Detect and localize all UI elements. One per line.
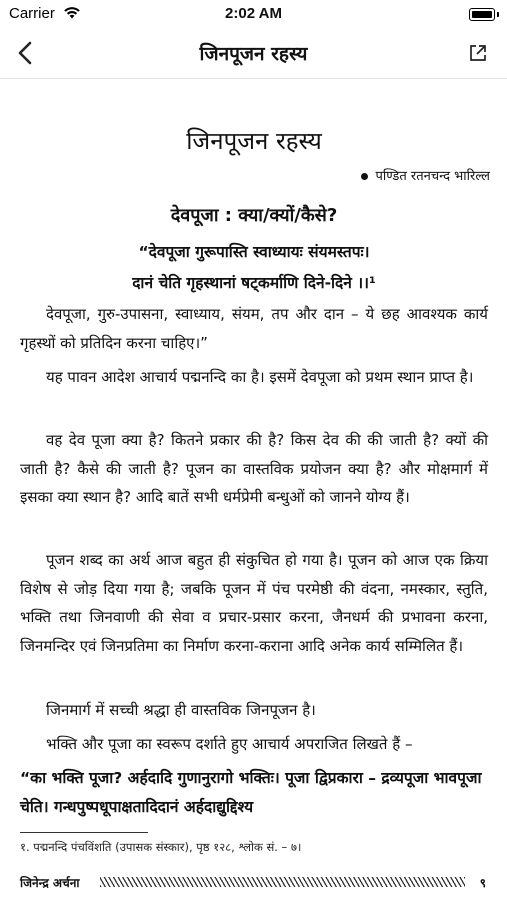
status-bar bbox=[0, 0, 507, 28]
nav-title: जिनपूजन रहस्य bbox=[199, 43, 308, 65]
paragraph-5: जिनमार्ग में सच्ची श्रद्धा ही वास्तविक जिनपूजन है। bbox=[46, 701, 316, 719]
document-title: जिनपूजन रहस्य bbox=[186, 127, 322, 155]
section-heading: देवपूजा : क्या/क्यों/कैसे? bbox=[170, 205, 338, 226]
carrier-label: Carrier bbox=[9, 5, 55, 22]
author-line bbox=[361, 166, 490, 184]
footnote: १. पद्मनन्दि पंचविंशति (उपासक संस्कार), पृष्ठ १२८, श्लोक सं. – ७। bbox=[20, 840, 302, 854]
paragraph-4: पूजन शब्द का अर्थ आज बहुत ही संकुचित हो गया है। पूजन को आज एक क्रिया विशेष से जोड़ दिया गया है; जबकि पूजन में पंच परमेष्ठी की वंदना, नमस्कार, स्तुति, भक्ति तथा जिनवाणी की सेवा व प्रचार-प्रसार करना, जैनधर्म की प्रभावना करना, जिनमन्दिर एवं जिनप्रतिमा का निर्माण करना-कराना आदि अनेक कार्य सम्मिलित हैं। bbox=[20, 551, 488, 655]
author-name: पण्डित रतनचन्द भारिल्ल bbox=[375, 169, 490, 184]
paragraph-2: यह पावन आदेश आचार्य पद्मनन्दि का है। इसमें देवपूजा को प्रथम स्थान प्राप्त है। bbox=[46, 368, 474, 386]
paragraph-1: देवपूजा, गुरु-उपासना, स्वाध्याय, संयम, तप और दान – ये छह आवश्यक कार्य गृहस्थों को प्रतिदिन करना चाहिए।” bbox=[20, 305, 488, 352]
paragraph-6: भक्ति और पूजा का स्वरूप दर्शाते हुए आचार्य अपराजित लिखते हैं – bbox=[46, 735, 413, 753]
footer-label: जिनेन्द्र अर्चना bbox=[20, 876, 80, 890]
paragraph-3: वह देव पूजा क्या है? कितने प्रकार की है? किस देव की की जाती है? क्यों की जाती है? कैसे की जाती है? पूजन का वास्तविक प्रयोजन क्या है? और मोक्षमार्ग में इसका क्या स्थान है? आदि बातें सभी धर्मप्रेमी बन्धुओं को जानने योग्य हैं। bbox=[20, 431, 488, 506]
share-icon bbox=[468, 43, 488, 63]
shloka-line-1: “देवपूजा गुरूपास्ति स्वाध्यायः संयमस्तपः। bbox=[138, 243, 370, 261]
quote-block: “का भक्ति पूजा? अर्हदादि गुणानुरागो भक्तिः। पूजा द्विप्रकारा – द्रव्यपूजा भावपूजा चेति। गन्धपुष्पधूपाक्षतादिदानं अर्हदाद्युद्दिश्य bbox=[20, 769, 482, 816]
navigation-bar bbox=[0, 28, 507, 79]
clock: 2:02 AM bbox=[225, 5, 282, 22]
footnote-divider bbox=[20, 832, 148, 833]
document-page[interactable] bbox=[8, 86, 500, 898]
page-number: ९ bbox=[479, 876, 486, 890]
footer-hatch-decoration bbox=[100, 877, 465, 887]
battery-icon bbox=[469, 8, 495, 21]
share-button[interactable] bbox=[465, 40, 491, 66]
bullet-icon bbox=[361, 173, 368, 180]
shloka-line-2: दानं चेति गृहस्थानां षट्कर्माणि दिने-दिने ।।¹ bbox=[132, 274, 376, 292]
